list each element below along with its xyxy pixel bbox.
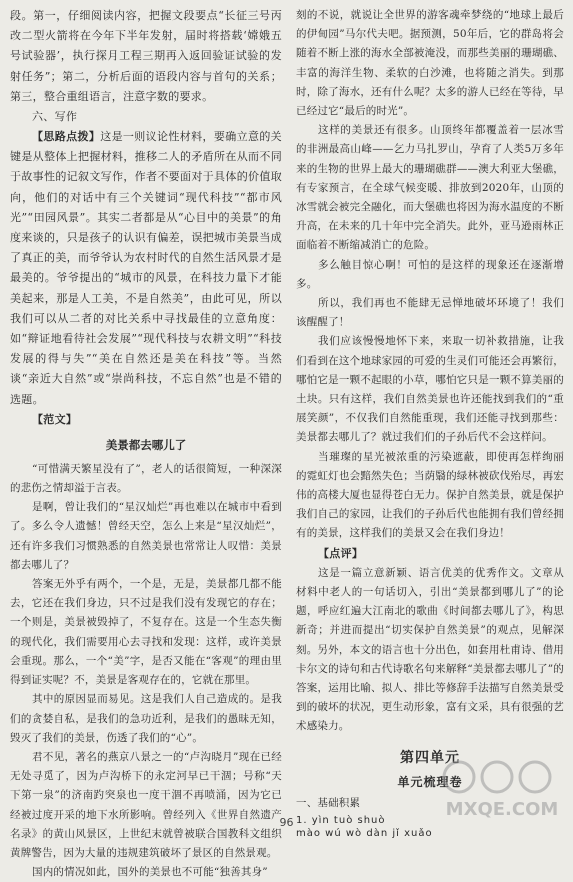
essay-paragraph: 我们应该慢慢地怀下来，来取一切补救措施，让我们看到在这个地球家园的可爱的生灵们可能还会再繁衍，哪怕它是一颗不起眼的小草，哪怕它只是一颗不算美丽的土块。只有这样，我们自然美景也许还能找到我们的“重展笑颜”，不仅我们自然能重现，我们还能寻找到那些：美景都去哪儿了？就过我们们的子孙后代不会这样问。 [296, 335, 564, 444]
essay-title: 美景都去哪儿了 [105, 437, 187, 452]
hint-text: 这是一则议论性材料，要确立意的关键是从整体上把握材料，推移二人的矛盾所在从而不同于故事性的记叙文写作，作者不要面对于具体的价值取向，他们的对话中有三个关键词“现代科技”“都市风光”“田园风景”。其实二者都是从“心目中的美景”的角度来谈的，只是孩子的认识有偏差，误把城市美景当成了真正的美，而爷爷认为农村时代的自然生活风景才是最美的。爷爷提出的“城市的风景，在科技力量下才能美起来，那是人工美，不是自然美”，由此可见，所以我们可以从二者的对比关系中寻找最佳的立意角度：如“辩证地看待社会发展”“现代科技与农耕文明”“科技发展的得与失”“美在自然还是美在科技”等。当然谈“亲近大自然”或“崇尚科技，不忘自然”也是不错的选题。 [10, 130, 282, 406]
watermark-logo [437, 753, 567, 823]
essay-paragraph: 其中的原因显而易见。这是我们人自己造成的。是我们的贪婪自私，是我们的急功近利，是我们的愚昧无知，毁灭了我们的美景，伤透了我们的“心”。 [10, 693, 282, 744]
unit-subtitle: 单元梳理卷 [397, 774, 463, 789]
paragraph-intro: 段。第一，仔细阅读内容，把握文段要点“长征三号丙改二型火箭将在今年下半年发射，届时将搭载‘嫦娥五号试验器’，执行探月工程三期再入返回验证试验的发射任务”；第二，分析后面的语段内容与首句的关系；第三，整合重组语言，注意字数的要求。 [10, 9, 282, 103]
essay-paragraph: 所以，我们再也不能肆无忌惮地破坏环境了！我们该醒醒了！ [296, 297, 564, 329]
hint-label: 【思路点拨】 [32, 130, 101, 144]
pinyin-row: mào wú wò dàn jǐ xuǎo [296, 827, 433, 839]
essay-paragraph: 是啊，曾让我们的“星汉灿烂”再也难以在城市中看到了。多么令人遗憾！曾经天空，怎么上来是“星汉灿烂”，还有许多我们习惯熟悉的自然美景也常常让人叹惜：美景都去哪儿了？ [10, 501, 282, 571]
essay-paragraph: 这样的美景还有很多。山顶终年都覆盖着一层冰雪的非洲最高山峰——乞力马扎罗山，孕育了人类5万多年来的生物的世界上最大的珊瑚礁群——澳大利亚大堡礁，有专家预言，在全球气候变暖、排放到2020年，山顶的冰雪就会被完全融化，而大堡礁也将因为海水温度的不断升高，在未来的几十年中完全消失。此外，亚马逊雨林正面临着不断缩减消亡的危险。 [296, 124, 564, 252]
left-column [10, 6, 282, 882]
essay-paragraph: 答案无外乎有两个，一个是，无是，美景都几都不能去，它还在我们身边，只不过是我们没有发现它的存在；一个则是，美景被毁掉了，不复存在。这是一个生态失衡的现代化，我们需要用心去寻找和发现：这样，或许美景会重现。那么，一个“美”字，是否又能在“客观”的理由里得到证实呢？不，美景是客观存在的，它就在那里。 [10, 578, 282, 687]
essay-paragraph: 刻的不说，就说让全世界的游客魂牵梦绕的“地球上最后的伊甸园”马尔代夫吧。据预测，50年后，它的群岛将会随着不断上涨的海水全部被淹没，而那些美丽的珊瑚礁、丰富的海洋生物、柔软的白沙滩，也将随之消失。到那时，除了海水，还有什么呢？太多的游人已经在等待，早已经过它“最后的时光”。 [296, 9, 564, 118]
comment-label: 【点评】 [318, 546, 364, 560]
model-label: 【范文】 [32, 412, 78, 426]
pinyin-row: 1. yìn tuò shuò [296, 814, 386, 826]
page-number: 96 [279, 816, 294, 829]
essay-paragraph: 多么触目惊心啊！可怕的是这样的现象还在逐渐增多。 [296, 258, 564, 290]
right-column [296, 6, 564, 841]
hint-paragraph [10, 127, 282, 410]
basics-heading: 一、基础积累 [296, 796, 361, 809]
unit-title: 第四单元 [400, 749, 460, 766]
comment-text: 这是一篇立意新颖、语言优美的优秀作文。文章从材料中老人的一句话切入，引出“美景都到哪儿了”的论题，呼应红遍大江南北的歌曲《时间都去哪儿了》，构思新奇；并进而提出“切实保护自然美景”的观点，见解深刻。另外，本文的语言也十分出色，如套用杜甫诗、借用卡尔文的诗句和古代诗歌名句来解释“美景都去哪儿了”的答案，运用比喻、拟人、排比等修辞手法描写自然美景受到的破坏的状况，更生动形象，富有文采，具有很强的艺术感染力。 [296, 566, 564, 733]
essay-paragraph: 君不见，著名的燕京八景之一的“卢沟晓月”现在已经无处寻觅了，因为卢沟桥下的永定河早已干涸；号称“天下第一泉”的济南趵突泉也一度干涸不再喷涌，因为它已经被过度开采的地下水所影响。曾经列入《世界自然遗产名录》的黄山风景区，上世纪末就曾被联合国教科文组织黄牌警告，因为大量的违规建筑破坏了景区的自然景观。 [10, 750, 282, 859]
watermark-text: MXQE.COM [445, 799, 559, 820]
essay-paragraph: 当璀璨的星光被浓重的污染遮蔽，即使再怎样绚丽的霓虹灯也会黯然失色；当荫翳的绿林被砍伐殆尽，再宏伟的高楼大厦也显得苍白无力。保护自然美景，就是保护我们自己的家园，让我们的子孙后代也能拥有我们曾经拥有的美景，这样我们的美景又会在我们身边！ [296, 450, 564, 540]
essay-paragraph: “可惜满天繁星没有了”，老人的话很简短，一种深深的悲伤之情却溢于言表。 [10, 462, 282, 495]
section-heading-writing: 六、写作 [32, 110, 78, 124]
essay-paragraph: 国内的情况如此，国外的美景也不可能“独善其身” [32, 866, 268, 879]
